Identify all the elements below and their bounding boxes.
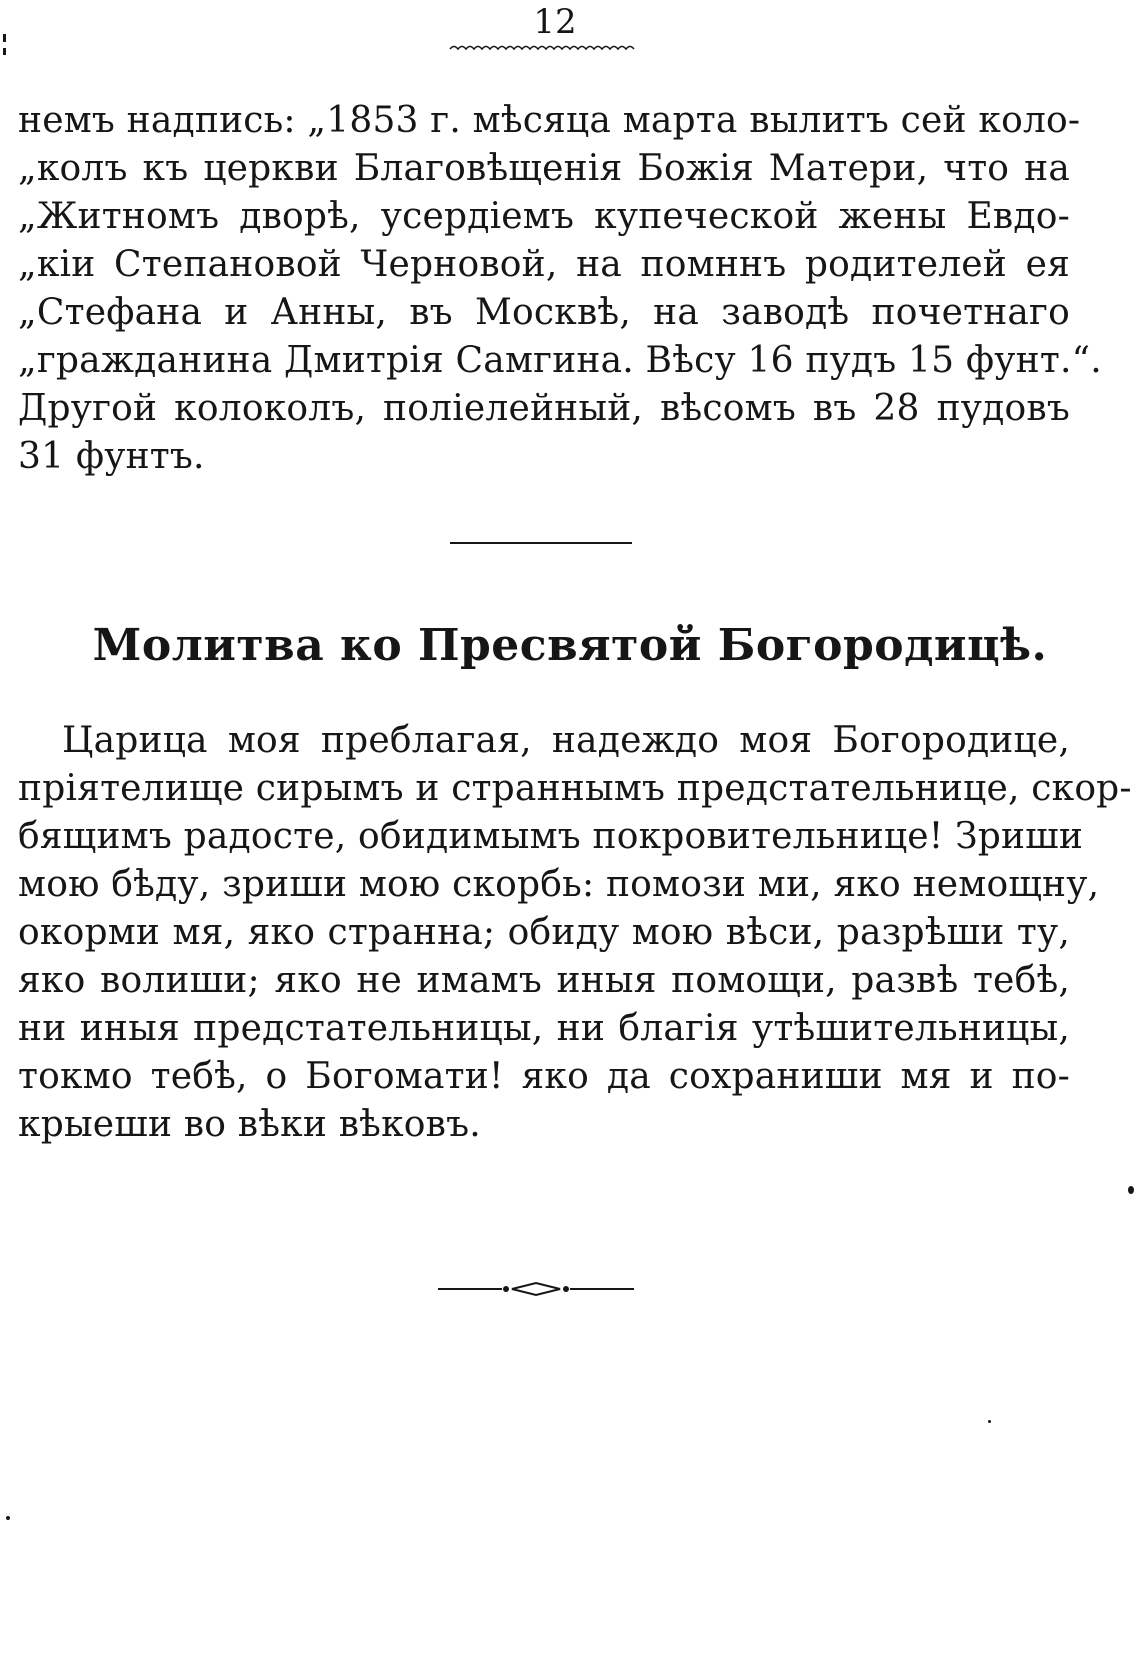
- text-line: яко волиши; яко не имамъ иныя помощи, развѣ тебѣ,: [18, 960, 1070, 1001]
- text-line: окорми мя, яко странна; обиду мою вѣси, разрѣши ту,: [18, 912, 1070, 953]
- text-line: токмо тебѣ, о Богомати! яко да сохраниши мя и по-: [18, 1056, 1070, 1097]
- scan-speck: [1128, 1186, 1134, 1194]
- text-line: „кіи Степановой Черновой, на помннъ родителей ея: [18, 244, 1070, 285]
- text-line: „гражданина Дмитрія Самгина. Вѣсу 16 пудъ 15 фунт.“.: [18, 340, 1102, 381]
- text-line: крыеши во вѣки вѣковъ.: [18, 1104, 481, 1145]
- text-line: Другой колоколъ, поліелейный, вѣсомъ въ 28 пудовъ: [18, 388, 1070, 429]
- text-line: бящимъ радосте, обидимымъ покровительнице! Зриши: [18, 816, 1084, 857]
- wavy-rule-ornament: [448, 40, 648, 54]
- text-line: пріятелище сирымъ и страннымъ предстательнице, скор-: [18, 768, 1132, 809]
- text-line: мою бѣду, зриши мою скорбь: помози ми, яко немощну,: [18, 864, 1100, 905]
- text-line: „Житномъ дворѣ, усердіемъ купеческой жены Евдо-: [18, 196, 1070, 237]
- page-number: 12: [533, 2, 577, 42]
- text-line: немъ надпись: „1853 г. мѣсяца марта вылитъ сей коло-: [18, 100, 1081, 141]
- text-line: 31 фунтъ.: [18, 436, 205, 477]
- scan-speck: [6, 1516, 10, 1520]
- text-line: ни иныя предстательницы, ни благія утѣшительницы,: [18, 1008, 1070, 1049]
- text-line: „Стефана и Анны, въ Москвѣ, на заводѣ почетнаго: [18, 292, 1070, 333]
- text-line: Царица моя преблагая, надеждо моя Богородице,: [62, 720, 1070, 761]
- end-ornament: [436, 1278, 636, 1300]
- text-line: „колъ къ церкви Благовѣщенія Божія Матери, что на: [18, 148, 1070, 189]
- section-divider: [450, 542, 632, 544]
- prayer-title: Молитва ко Пресвятой Богородицѣ.: [92, 620, 1048, 671]
- scan-speck: [988, 1420, 991, 1423]
- margin-mark: [2, 30, 8, 60]
